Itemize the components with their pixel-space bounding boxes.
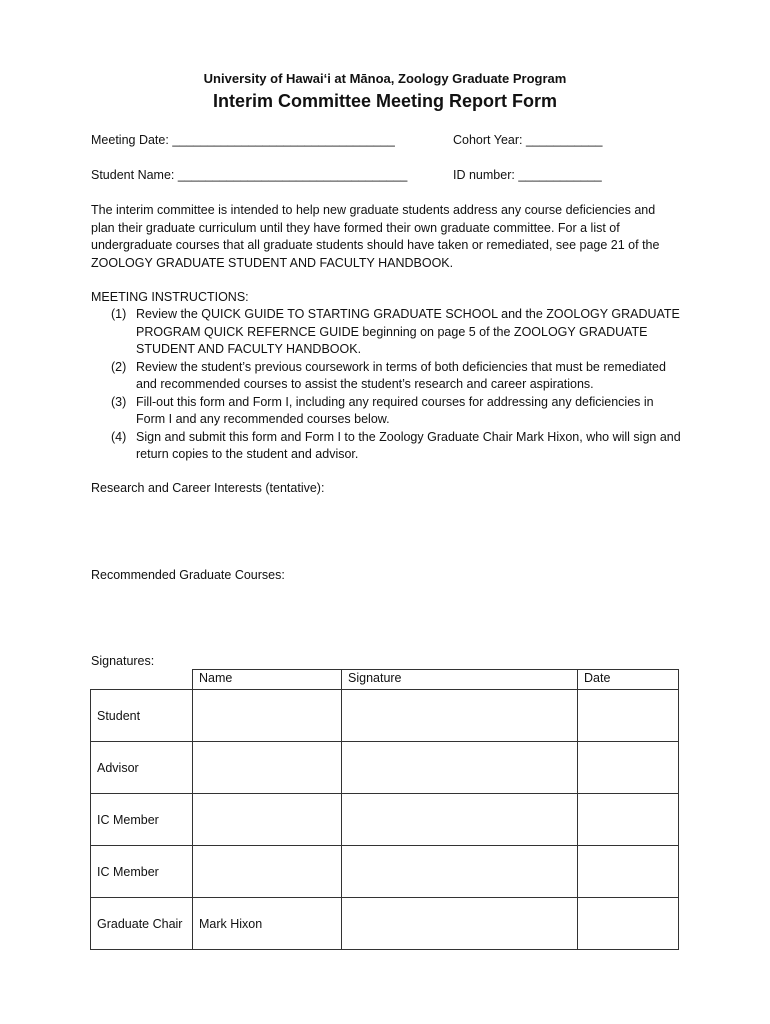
header-date: Date <box>578 670 679 690</box>
header-signature: Signature <box>342 670 578 690</box>
date-cell[interactable] <box>578 742 679 794</box>
student-name-blank[interactable]: _________________________________ <box>177 168 408 182</box>
id-number-field[interactable] <box>453 167 602 184</box>
table-row <box>91 794 679 846</box>
research-interests-label: Research and Career Interests (tentative): <box>91 481 325 495</box>
id-number-blank[interactable]: ____________ <box>518 168 602 182</box>
role-cell: Student <box>91 690 193 742</box>
role-cell: Graduate Chair <box>91 898 193 950</box>
list-item <box>91 306 681 359</box>
item-number: (2) <box>111 359 127 374</box>
table-row <box>91 742 679 794</box>
date-cell[interactable] <box>578 846 679 898</box>
name-cell[interactable] <box>193 690 342 742</box>
name-cell[interactable] <box>193 794 342 846</box>
instructions-list <box>91 306 681 464</box>
item-number: (3) <box>111 394 127 409</box>
student-name-label: Student Name: <box>91 168 175 182</box>
program-subtitle: University of Hawai‘i at Mānoa, Zoology Graduate Program <box>203 71 567 86</box>
list-item <box>91 429 681 464</box>
signature-cell[interactable] <box>342 690 578 742</box>
recommended-courses-label: Recommended Graduate Courses: <box>91 568 285 582</box>
table-row <box>91 898 679 950</box>
role-cell: IC Member <box>91 846 193 898</box>
table-row <box>91 690 679 742</box>
signature-table <box>90 669 679 950</box>
signatures-label: Signatures: <box>91 654 155 668</box>
instructions-heading: MEETING INSTRUCTIONS: <box>91 290 249 304</box>
id-number-label: ID number: <box>453 168 515 182</box>
item-text: Review the student’s previous coursework in terms of both deficiencies that must be remediated and recommended courses to assist the student’s research and career aspirations. <box>136 359 666 391</box>
signature-cell[interactable] <box>342 898 578 950</box>
date-cell[interactable] <box>578 898 679 950</box>
intro-paragraph: The interim committee is intended to help new graduate students address any course deficiencies and plan their graduate curriculum until they have formed their own graduate committee. For a list of undergraduate courses that all graduate students should have taken or remediated, see page 21 of the ZOOLOGY GRADUATE STUDENT AND FACULTY HANDBOOK. <box>91 203 660 270</box>
name-cell[interactable] <box>193 846 342 898</box>
list-item <box>91 394 681 429</box>
table-header-row <box>91 670 679 690</box>
item-text: Sign and submit this form and Form I to the Zoology Graduate Chair Mark Hixon, who will sign and return copies to the student and advisor. <box>136 429 681 461</box>
date-cell[interactable] <box>578 794 679 846</box>
item-text: Review the QUICK GUIDE TO STARTING GRADUATE SCHOOL and the ZOOLOGY GRADUATE PROGRAM QUICK REFERNCE GUIDE beginning on page 5 of the ZOOLOGY GRADUATE STUDENT AND FACULTY HANDBOOK. <box>136 307 680 356</box>
cohort-year-field[interactable] <box>453 132 602 149</box>
role-cell: IC Member <box>91 794 193 846</box>
item-number: (1) <box>111 307 127 321</box>
meeting-date-label: Meeting Date: <box>91 133 169 147</box>
form-title: Interim Committee Meeting Report Form <box>212 91 558 111</box>
meeting-date-field[interactable] <box>91 132 395 149</box>
table-row <box>91 846 679 898</box>
header-blank-cell <box>91 670 193 690</box>
list-item <box>91 359 681 394</box>
item-text: Fill-out this form and Form I, including any required courses for addressing any deficiencies in Form I and any recommended courses below. <box>136 394 654 426</box>
signature-cell[interactable] <box>342 794 578 846</box>
student-name-field[interactable] <box>91 167 407 184</box>
cohort-year-blank[interactable]: ___________ <box>525 133 603 147</box>
date-cell[interactable] <box>578 690 679 742</box>
signature-cell[interactable] <box>342 742 578 794</box>
role-cell: Advisor <box>91 742 193 794</box>
name-cell[interactable] <box>193 742 342 794</box>
item-number: (4) <box>111 429 127 444</box>
name-cell[interactable]: Mark Hixon <box>193 898 342 950</box>
cohort-year-label: Cohort Year: <box>453 133 523 147</box>
meeting-date-blank[interactable]: ________________________________ <box>172 133 395 147</box>
signature-cell[interactable] <box>342 846 578 898</box>
header-name: Name <box>193 670 342 690</box>
